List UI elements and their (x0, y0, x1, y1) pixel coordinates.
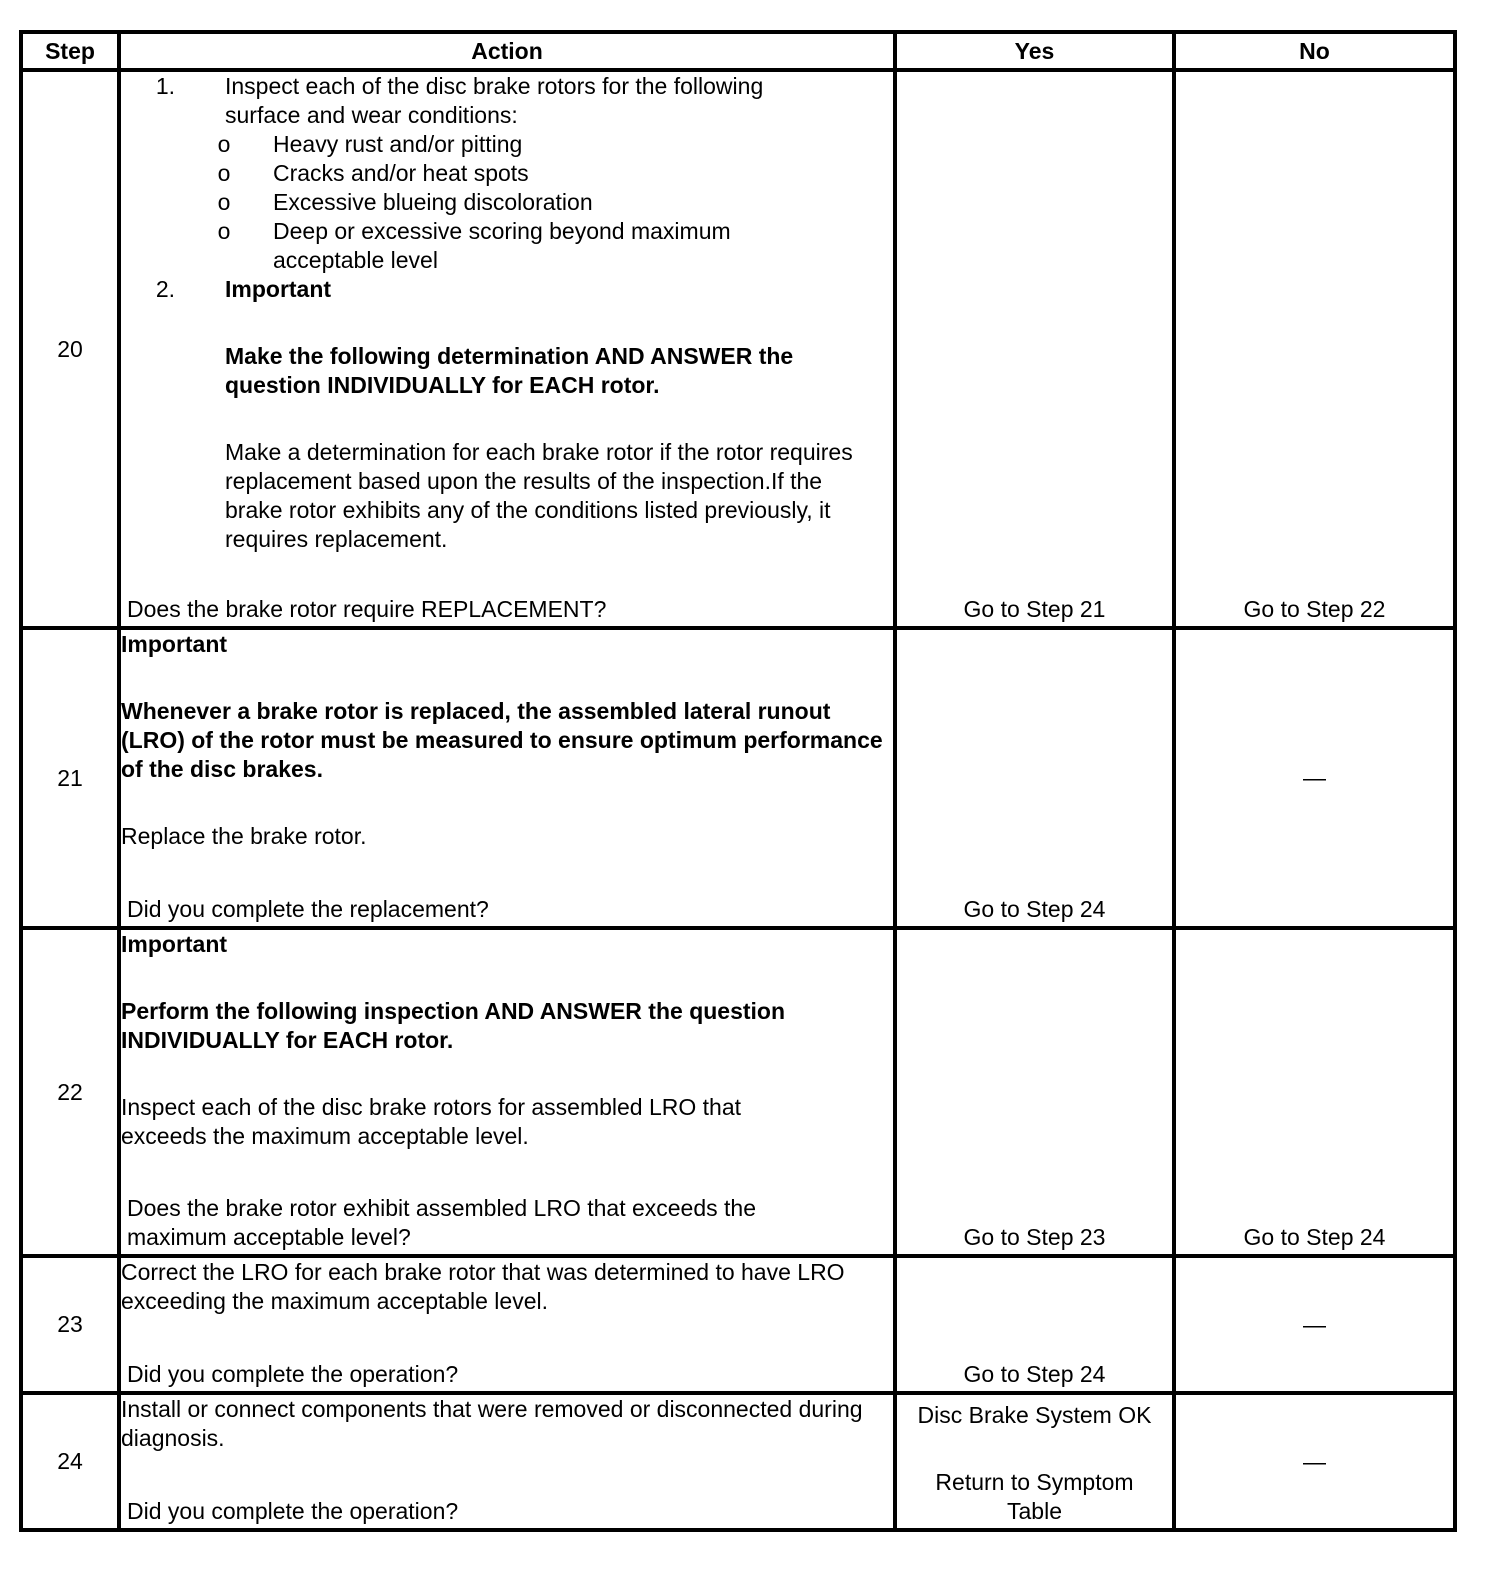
step-number: 22 (21, 928, 119, 1256)
bullet-text: Heavy rust and/or pitting (273, 131, 523, 157)
yes-text: Go to Step 21 (963, 596, 1106, 622)
bullet-icon: o (217, 189, 231, 215)
question-text: Does the brake rotor require REPLACEMENT? (127, 596, 607, 622)
action-text: Inspect each of the disc brake rotors for assembled LRO that exceeds the maximum acceptable level. (121, 1094, 742, 1149)
yes-text: Go to Step 24 (963, 1361, 1106, 1387)
no-text: Go to Step 24 (1243, 1224, 1386, 1250)
question-text: Did you complete the operation? (127, 1361, 459, 1387)
bullet-icon: o (217, 218, 231, 244)
bullet-text: Deep or excessive scoring beyond maximum acceptable level (273, 218, 731, 273)
header-row (21, 32, 1455, 70)
important-text: Make the following determination AND ANSWER the question INDIVIDUALLY for EACH rotor. (225, 343, 794, 398)
bullet-icon: o (217, 131, 231, 157)
question-text: Did you complete the replacement? (127, 896, 489, 922)
no-text: — (1303, 1311, 1326, 1337)
action-text: Correct the LRO for each brake rotor that was determined to have LRO exceeding the maximum acceptable level. (121, 1259, 845, 1314)
action-cell (119, 70, 895, 628)
header-action: Action (119, 32, 895, 70)
yes-text-top: Disc Brake System OK (917, 1402, 1152, 1428)
action-text: Replace the brake rotor. (121, 823, 367, 849)
bullet-text: Cracks and/or heat spots (273, 160, 529, 186)
table-row-step-23 (21, 1256, 1455, 1393)
yes-cell (895, 70, 1174, 628)
bullet-item (217, 130, 893, 159)
list-number: 1. (155, 73, 175, 99)
no-text: — (1303, 1448, 1326, 1474)
yes-text: Go to Step 24 (963, 896, 1106, 922)
yes-cell (895, 1256, 1174, 1393)
list-item-1 (121, 72, 893, 130)
yes-text: Go to Step 23 (963, 1224, 1106, 1250)
action-cell (119, 628, 895, 928)
important-label: Important (225, 276, 332, 302)
list-item-2 (121, 275, 893, 304)
action-cell (119, 928, 895, 1256)
step-number: 20 (21, 70, 119, 628)
question-text: Does the brake rotor exhibit assembled LRO that exceeds the maximum acceptable level? (127, 1195, 757, 1250)
question-text: Did you complete the operation? (127, 1498, 459, 1524)
action-text: Make a determination for each brake rotor if the rotor requires replacement based upon the results of the inspection.If the brake rotor exhibits any of the conditions listed previously, it requires replacement. (225, 439, 853, 552)
bullet-item (217, 188, 893, 217)
list-text: Inspect each of the disc brake rotors for the following surface and wear conditions: (225, 73, 764, 128)
table-row-step-22 (21, 928, 1455, 1256)
bullet-text: Excessive blueing discoloration (273, 189, 593, 215)
important-label: Important (121, 631, 228, 657)
no-cell (1174, 1393, 1455, 1530)
yes-cell (895, 628, 1174, 928)
yes-cell (895, 1393, 1174, 1530)
action-cell (119, 1393, 895, 1530)
header-step: Step (21, 32, 119, 70)
step-number: 24 (21, 1393, 119, 1530)
table-row-step-21 (21, 628, 1455, 928)
list-number: 2. (155, 276, 175, 302)
important-text: Whenever a brake rotor is replaced, the assembled lateral runout (LRO) of the rotor must be measured to ensure optimum performance of the disc brakes. (121, 698, 883, 782)
action-cell (119, 1256, 895, 1393)
no-text: — (1303, 764, 1326, 791)
table-row-step-20 (21, 70, 1455, 628)
no-cell (1174, 70, 1455, 628)
no-cell (1174, 928, 1455, 1256)
bullet-item (217, 217, 893, 275)
no-text: Go to Step 22 (1243, 596, 1386, 622)
header-no: No (1174, 32, 1455, 70)
bullet-item (217, 159, 893, 188)
step-number: 21 (21, 628, 119, 928)
no-cell (1174, 628, 1455, 928)
header-yes: Yes (895, 32, 1174, 70)
bullet-icon: o (217, 160, 231, 186)
diagnostic-table (19, 30, 1457, 1532)
step-number: 23 (21, 1256, 119, 1393)
yes-text: Return to Symptom Table (935, 1469, 1134, 1524)
action-text: Install or connect components that were removed or disconnected during diagnosis. (121, 1396, 863, 1451)
yes-cell (895, 928, 1174, 1256)
no-cell (1174, 1256, 1455, 1393)
important-text: Perform the following inspection AND ANSWER the question INDIVIDUALLY for EACH rotor. (121, 998, 786, 1053)
table-row-step-24 (21, 1393, 1455, 1530)
important-label: Important (121, 931, 228, 957)
